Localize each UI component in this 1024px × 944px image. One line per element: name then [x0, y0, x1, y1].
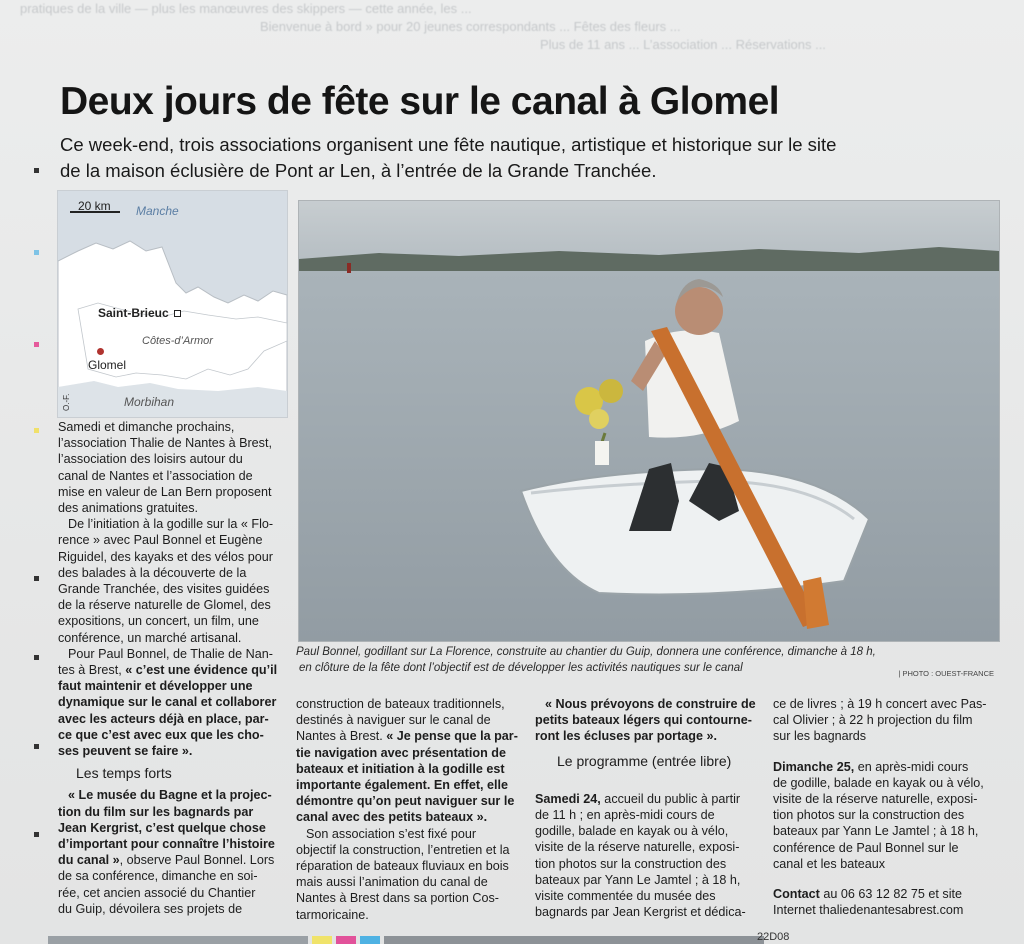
- caption-line: en clôture de la fête dont l’objectif est de développer les activités nautiques sur le canal: [299, 662, 743, 674]
- city-label-glomel: Glomel: [88, 358, 127, 372]
- location-pin-icon: [96, 347, 105, 356]
- registration-mark: [34, 250, 39, 255]
- city-label-saint-brieuc: Saint-Brieuc: [98, 306, 169, 320]
- paragraph: ce de livres ; à 19 h concert avec Pas- cal Olivier ; à 22 h projection du film sur les bagnards: [773, 697, 987, 744]
- article-deck: [60, 132, 900, 184]
- paragraph: Samedi et dimanche prochains, l’association Thalie de Nantes à Brest, l’association des loisirs autour du canal de Nantes et l’association de mise en valeur de Lan Bern proposent des animations gratuites.: [58, 420, 272, 516]
- contact-paragraph: Contact au 06 63 12 82 75 et site Internet thaliedenantesabrest.com: [773, 887, 964, 918]
- paragraph: De l’initiation à la godille sur la « Flo- rence » avec Paul Bonnel et Eugène Riguidel, des kayaks et des vélos pour des balades à la découverte de la Grande Tranchée, des visites guidées de la réserve naturelle de Glomel, des expositions, un concert, un film, une conférence, un marché artisanal.: [58, 517, 274, 645]
- print-color-strip: [40, 930, 1024, 944]
- deck-line: de la maison éclusière de Pont ar Len, à l’entrée de la Grande Tranchée.: [60, 160, 657, 181]
- sea-label-south: Morbihan: [124, 395, 175, 409]
- registration-mark: [34, 832, 39, 837]
- article-column-3: [535, 696, 759, 920]
- quote-paragraph: « Nous prévoyons de construire de petits bateaux légers qui contourne- ront les écluses par portage ».: [535, 697, 756, 744]
- registration-mark: [34, 428, 39, 433]
- paragraph: Son association s’est fixé pour objectif la construction, l’entretien et la réparation de bateaux fluviaux en bois mais aussi l’animation du canal de Nantes à Brest dans sa portion Cos- tarmoricaine.: [296, 826, 510, 922]
- registration-mark: [34, 576, 39, 581]
- rowing-boat-photo-illustration: [299, 201, 999, 641]
- brittany-map-shape: [58, 191, 287, 417]
- article-photo: [298, 200, 1000, 642]
- scale-label: 20 km: [78, 199, 111, 213]
- sea-label-north: Manche: [136, 204, 179, 218]
- caption-line: Paul Bonnel, godillant sur La Florence, construite au chantier du Guip, donnera une conférence, dimanche à 18 h,: [296, 646, 876, 658]
- paragraph: construction de bateaux traditionnels, destinés à naviguer sur le canal de Nantes à Brest. « Je pense que la par- tie navigation avec présentation de bateaux et initiation à la godille est importante également. En effet, elle démontre qu’on peut naviguer sur le canal avec des petits bateaux ».: [296, 697, 518, 825]
- article-column-1: [58, 419, 286, 917]
- registration-mark: [34, 168, 39, 173]
- locator-map: [57, 190, 288, 418]
- registration-mark: [34, 655, 39, 660]
- paragraph: « Le musée du Bagne et la projec- tion du film sur les bagnards par Jean Kergrist, c’est quelque chose d’important pour connaître l’histoire du canal », observe Paul Bonnel. Lors de sa conférence, dimanche en soi- rée, cet ancien associé du Chantier du Guip, dévoilera ses projets de: [58, 788, 275, 916]
- paragraph: Pour Paul Bonnel, de Thalie de Nan- tes à Brest, « c’est une évidence qu’il faut maintenir et développer une dynamique sur le canal et collaborer avec les acteurs déjà en place, par- ce que c’est avec eux que les cho- ses peuvent se faire ».: [58, 646, 278, 759]
- deck-line: Ce week-end, trois associations organisent une fête nautique, artistique et historique sur le site: [60, 134, 837, 155]
- paragraph: Samedi 24, accueil du public à partir de 11 h ; en après-midi cours de godille, balade en kayak ou à vélo, visite de la réserve naturelle, exposi- tion photos sur la construction des bateaux par Yann Le Jamtel ; à 18 h, visite commentée du musée des bagnards par Jean Kergrist et dédica-: [535, 791, 746, 920]
- registration-mark: [34, 744, 39, 749]
- photo-caption: [296, 644, 996, 676]
- photo-credit: | PHOTO : OUEST-FRANCE: [898, 669, 994, 678]
- bleed-through-text: pratiques de la ville — plus les manœuvres des skippers — cette année, les ... Bienvenue à bord » pour 20 jeunes correspondants ... Fêtes des fleurs ... Plus de 11 ans ... L’association ... Réservations ...: [20, 1, 826, 52]
- subheading-temps-forts: Les temps forts: [76, 765, 172, 782]
- article-column-4: [773, 696, 997, 918]
- registration-mark: [34, 342, 39, 347]
- article-column-2: [296, 696, 520, 923]
- city-marker-icon: [174, 310, 181, 317]
- subheading-programme: Le programme (entrée libre): [557, 752, 732, 769]
- map-credit: O.-F.: [62, 393, 71, 411]
- department-label: Côtes-d’Armor: [142, 335, 213, 347]
- paragraph: Dimanche 25, en après-midi cours de godille, balade en kayak ou à vélo, visite de la réserve naturelle, exposi- tion photos sur la construction des bateaux par Yann Le Jamtel ; à 18 h, conférence de Paul Bonnel sur le canal et les bateaux: [773, 759, 984, 871]
- article-headline: Deux jours de fête sur le canal à Glomel: [60, 80, 780, 123]
- page-folio: 22D08: [757, 931, 790, 943]
